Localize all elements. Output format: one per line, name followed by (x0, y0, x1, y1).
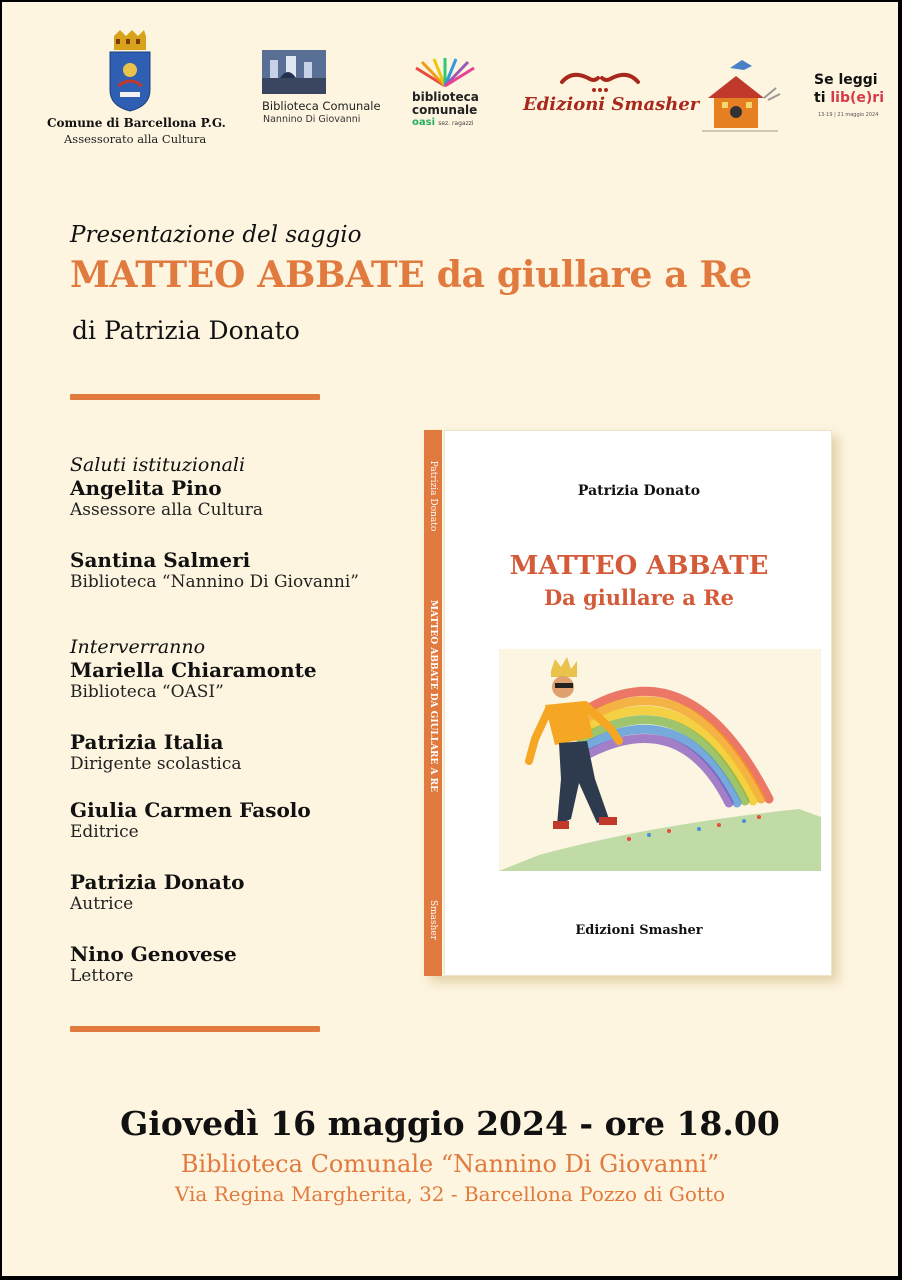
speaker-item (70, 798, 311, 843)
biblioteca-building-icon (262, 50, 326, 94)
speaker-item (70, 730, 242, 775)
seleggi-line1: Se leggi (814, 72, 878, 88)
seleggi-liberi: lib(e)ri (830, 90, 884, 106)
speaker-role: Dirigente scolastica (70, 754, 242, 774)
comune-title: Comune di Barcellona P.G. (47, 116, 226, 130)
speaker-role: Biblioteca “OASI” (70, 682, 224, 702)
book-title-line2: Da giullare a Re (543, 585, 735, 610)
book-cover (424, 430, 832, 976)
oasi-book-icon (412, 58, 478, 88)
speaker-name: Santina Salmeri (70, 548, 251, 572)
divider-top (70, 394, 320, 400)
oasi-logo-line1: biblioteca (412, 90, 479, 104)
book-author: Patrizia Donato (577, 483, 701, 499)
comune-subtitle: Assessorato alla Cultura (64, 132, 207, 146)
speaker-name: Angelita Pino (70, 476, 222, 500)
saluti-section (70, 454, 263, 521)
spine-publisher: Smasher (428, 899, 438, 941)
speaker-role: Lettore (70, 966, 134, 986)
speaker-name: Nino Genovese (70, 942, 237, 966)
spine-author: Patrizia Donato (428, 460, 438, 532)
oasi-logo-line2: comunale (412, 103, 478, 117)
speaker-role: Autrice (70, 894, 134, 914)
speaker-item (70, 942, 237, 987)
interverranno-heading: Interverranno (70, 636, 206, 658)
poster (2, 2, 898, 1276)
saluti-heading: Saluti istituzionali (70, 454, 246, 476)
author-line: di Patrizia Donato (72, 316, 300, 345)
seleggi-line2 (814, 90, 884, 106)
oasi-section: sez. ragazzi (438, 120, 474, 127)
book-front (444, 430, 832, 976)
speaker-name: Giulia Carmen Fasolo (70, 798, 311, 822)
seleggi-ti: ti (814, 90, 831, 106)
smasher-swirl-icon (558, 68, 642, 94)
presentation-subtitle: Presentazione del saggio (70, 222, 362, 248)
event-venue: Biblioteca Comunale “Nannino Di Giovanni” (180, 1150, 720, 1178)
oasi-word: oasi (412, 117, 435, 128)
interventi-section (70, 636, 317, 703)
presentation-title: MATTEO ABBATE da giullare a Re (70, 254, 752, 296)
oasi-logo-line3 (412, 117, 474, 128)
divider-bottom (70, 1026, 320, 1032)
event-address: Via Regina Margherita, 32 - Barcellona Pozzo di Gotto (174, 1182, 726, 1206)
speaker-role: Biblioteca “Nannino Di Giovanni” (70, 572, 359, 592)
comune-crest-icon (106, 30, 154, 112)
jester-rainbow-illustration (499, 649, 821, 871)
speaker-item (70, 548, 359, 593)
biblioteca-logo-line2: Nannino Di Giovanni (263, 114, 361, 125)
birdhouse-icon (702, 58, 782, 134)
smasher-logo-text: Edizioni Smasher (523, 94, 700, 115)
biblioteca-logo-line1: Biblioteca Comunale (262, 99, 381, 113)
book-publisher: Edizioni Smasher (575, 923, 703, 938)
speaker-item (70, 870, 244, 915)
seleggi-dates: 13-19 | 21 maggio 2024 (818, 112, 879, 118)
spine-title: MATTEO ABBATE DA GIULLARE A RE (428, 600, 438, 792)
speaker-name: Patrizia Italia (70, 730, 224, 754)
speaker-name: Patrizia Donato (70, 870, 245, 894)
event-date-time: Giovedì 16 maggio 2024 - ore 18.00 (120, 1104, 780, 1143)
speaker-role: Assessore alla Cultura (70, 500, 264, 520)
speaker-role: Editrice (70, 822, 139, 842)
book-title-line1: MATTEO ABBATE (509, 551, 769, 581)
speaker-name: Mariella Chiaramonte (70, 658, 317, 682)
